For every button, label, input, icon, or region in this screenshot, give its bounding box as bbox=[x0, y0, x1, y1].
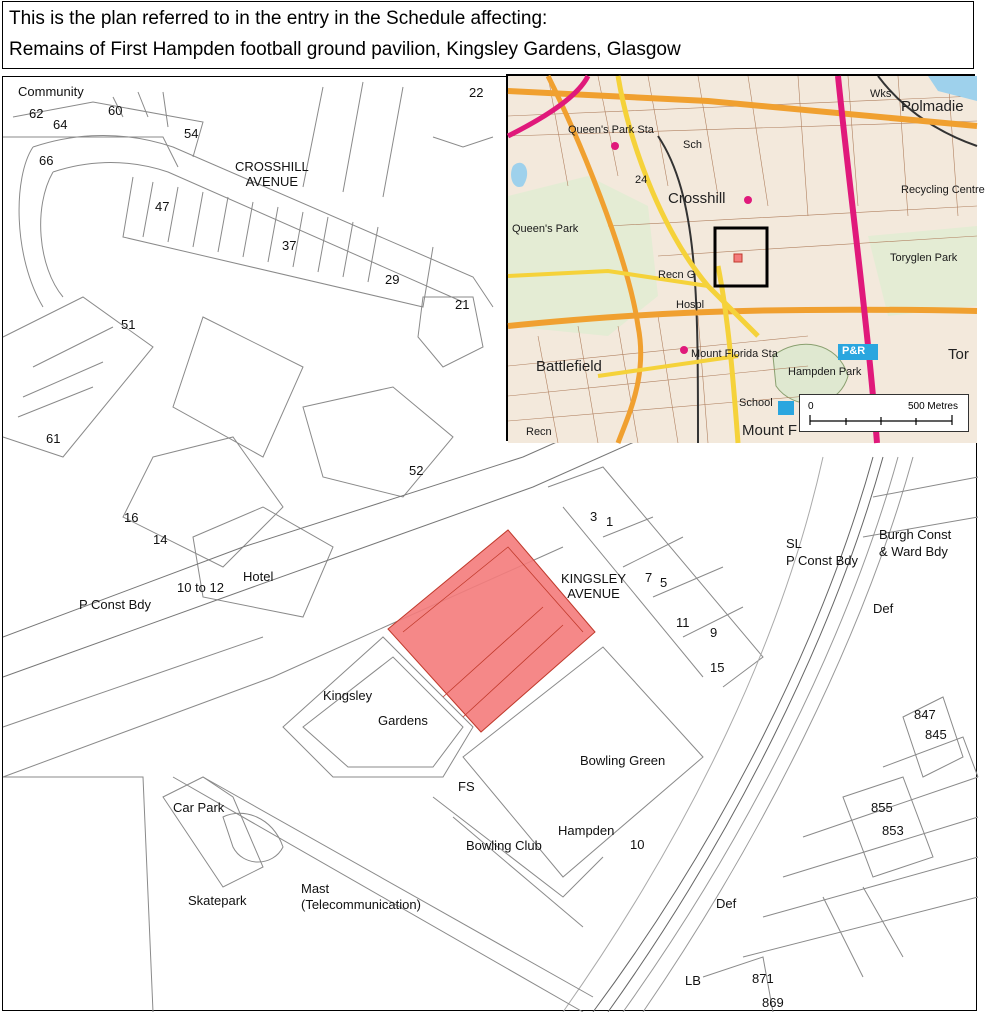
label-14: 14 bbox=[153, 532, 168, 547]
label-5: 5 bbox=[660, 575, 668, 590]
inset-label-polmadie: Polmadie bbox=[901, 98, 964, 115]
label-52: 52 bbox=[409, 463, 424, 478]
label-avenue-1: AVENUE bbox=[245, 174, 299, 189]
label-1: 1 bbox=[606, 514, 614, 529]
label-avenue-2: AVENUE bbox=[567, 586, 620, 601]
inset-label-queens-park: Queen's Park bbox=[512, 223, 579, 235]
label-lb: LB bbox=[685, 973, 701, 988]
label-853: 853 bbox=[882, 823, 904, 838]
scale-end-label: 500 Metres bbox=[907, 401, 958, 412]
label-66: 66 bbox=[39, 153, 54, 168]
inset-label-sch: Sch bbox=[683, 139, 702, 151]
label-847: 847 bbox=[914, 707, 936, 722]
label-855: 855 bbox=[871, 800, 893, 815]
label-871: 871 bbox=[752, 971, 774, 986]
label-p-const-bdy-2: P Const Bdy bbox=[786, 553, 859, 568]
label-telecommunication: (Telecommunication) bbox=[301, 897, 421, 912]
label-61: 61 bbox=[46, 431, 61, 446]
label-mast: Mast bbox=[301, 881, 330, 896]
label-54: 54 bbox=[184, 126, 199, 141]
inset-label-recycling-centre: Recycling Centre bbox=[901, 184, 985, 196]
inset-label-mount-florida-sta: Mount Florida Sta bbox=[691, 348, 778, 360]
label-def-2: Def bbox=[716, 896, 737, 911]
inset-label-recn: Recn bbox=[526, 426, 552, 438]
inset-label-battlefield: Battlefield bbox=[536, 358, 602, 375]
label-p-const-bdy: P Const Bdy bbox=[79, 597, 152, 612]
label-bowling-green: Bowling Green bbox=[580, 753, 666, 768]
label-60: 60 bbox=[108, 103, 123, 118]
label-skatepark: Skatepark bbox=[188, 893, 247, 908]
label-car-park: Car Park bbox=[173, 800, 225, 815]
label-64: 64 bbox=[53, 117, 68, 132]
label-sl: SL bbox=[786, 536, 802, 551]
inset-label-hampden-park: Hampden Park bbox=[788, 366, 862, 378]
inset-label-mount-florida: Mount F bbox=[742, 422, 798, 439]
inset-label-park-and-ride: P&R bbox=[842, 345, 866, 357]
label-hampden: Hampden bbox=[558, 823, 615, 838]
label-62: 62 bbox=[29, 106, 44, 121]
location-inset-map bbox=[506, 74, 985, 441]
label-15: 15 bbox=[710, 660, 725, 675]
label-bowling-club: Bowling Club bbox=[466, 838, 542, 853]
label-10-to-12: 10 to 12 bbox=[177, 580, 224, 595]
scale-start-label: 0 bbox=[808, 401, 814, 412]
label-crosshill: CROSSHILL bbox=[235, 159, 309, 174]
label-11: 11 bbox=[676, 615, 690, 630]
schedule-header bbox=[2, 1, 974, 69]
inset-scale-bar bbox=[799, 394, 969, 432]
label-kingsley-avenue bbox=[561, 571, 626, 601]
header-line-1: This is the plan referred to in the entry in the Schedule affecting: bbox=[9, 8, 548, 29]
label-community: Community bbox=[18, 84, 84, 99]
label-845: 845 bbox=[925, 727, 947, 742]
label-burgh-const: Burgh Const bbox=[879, 527, 952, 542]
label-ward-bdy: & Ward Bdy bbox=[879, 544, 948, 559]
label-def-1: Def bbox=[873, 601, 894, 616]
label-10: 10 bbox=[630, 837, 645, 852]
inset-label-crosshill: Crosshill bbox=[668, 190, 726, 207]
label-fs: FS bbox=[458, 779, 475, 794]
label-21: 21 bbox=[455, 297, 470, 312]
label-29: 29 bbox=[385, 272, 400, 287]
inset-label-school: School bbox=[739, 397, 773, 409]
inset-label-recn-g: Recn G bbox=[658, 269, 696, 281]
label-3: 3 bbox=[590, 509, 598, 524]
scale-ruler bbox=[800, 395, 970, 433]
header-line-2: Remains of First Hampden football ground pavilion, Kingsley Gardens, Glasgow bbox=[9, 39, 681, 60]
label-kingsley-street: KINGSLEY bbox=[561, 571, 627, 586]
label-869: 869 bbox=[762, 995, 784, 1010]
inset-label-queens-park-sta: Queen's Park Sta bbox=[568, 124, 654, 136]
label-crosshill-avenue bbox=[235, 159, 309, 189]
label-gardens: Gardens bbox=[378, 713, 428, 728]
inset-label-tor: Tor bbox=[948, 346, 969, 363]
label-16: 16 bbox=[124, 510, 139, 525]
inset-label-hospl: Hospl bbox=[676, 299, 705, 311]
label-9: 9 bbox=[710, 625, 718, 640]
label-37: 37 bbox=[282, 238, 297, 253]
label-hotel: Hotel bbox=[243, 569, 274, 584]
label-22: 22 bbox=[469, 85, 484, 100]
label-47: 47 bbox=[155, 199, 170, 214]
label-51: 51 bbox=[121, 317, 136, 332]
label-7: 7 bbox=[645, 570, 653, 585]
inset-label-toryglen-park: Toryglen Park bbox=[890, 252, 958, 264]
inset-label-wks: Wks bbox=[870, 88, 892, 100]
label-kingsley: Kingsley bbox=[323, 688, 373, 703]
site-plan-map bbox=[2, 76, 985, 1011]
inset-label-24: 24 bbox=[635, 174, 648, 186]
